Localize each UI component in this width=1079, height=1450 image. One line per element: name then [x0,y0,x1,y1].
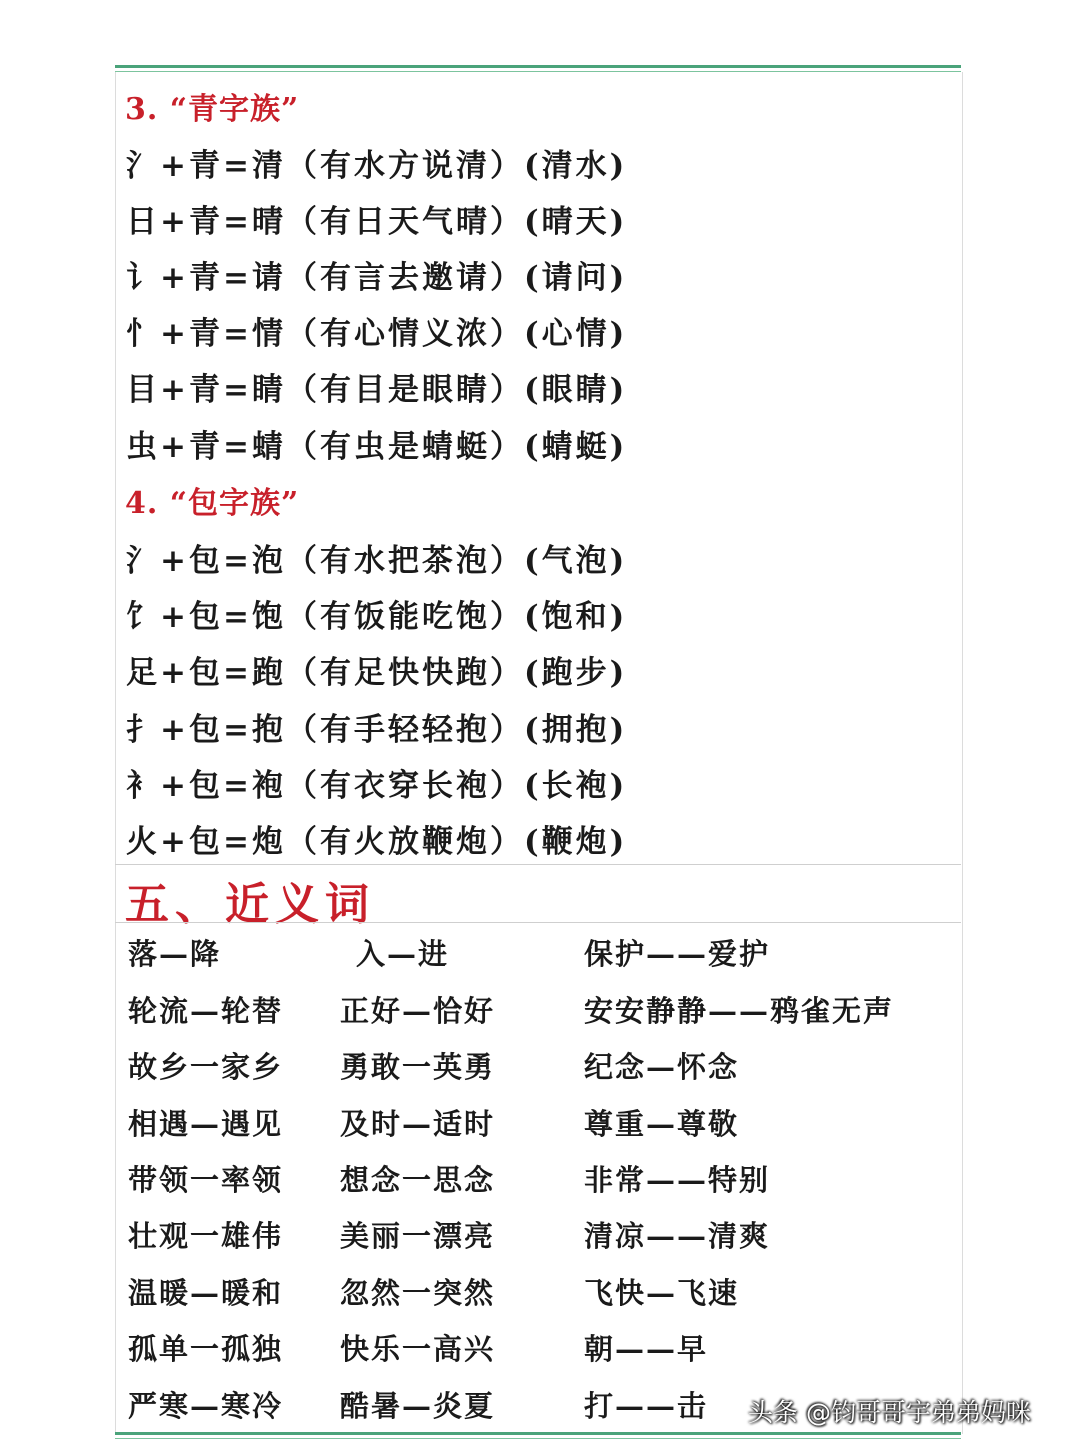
synonym-pair: 落—降 [128,937,222,971]
qing-line-6: 虫+青=蜻（有虫是蜻蜓）(蜻蜓) [126,429,628,465]
qing-line-2: 日+青=晴（有日天气晴）(晴天) [126,204,628,240]
synonym-pair: 美丽一漂亮 [340,1219,496,1253]
bottom-border-line [115,1432,961,1435]
qing-line-3: 讠+青=请（有言去邀请）(请问) [126,260,628,296]
synonym-pair: 温暖—暖和 [128,1276,284,1310]
synonym-pair: 轮流—轮替 [128,994,284,1028]
synonym-pair: 相遇—遇见 [128,1107,284,1141]
synonyms-section-title: 五、近义词 [125,879,375,930]
synonym-pair: 忽然一突然 [340,1276,496,1310]
synonym-pair: 入—进 [356,937,450,971]
top-border-line [115,65,961,68]
synonym-pair: 纪念—怀念 [584,1050,740,1084]
qing-family-heading: 3. “青字族” [125,92,300,127]
synonym-pair: 酷暑—炎夏 [340,1389,496,1423]
synonym-pair: 打——击 [584,1389,709,1423]
bao-line-5: 衤+包=袍（有衣穿长袍）(长袍) [126,768,628,804]
section-divider-bottom [115,922,961,923]
section-divider-top [115,864,961,865]
bao-line-2: 饣+包=饱（有饭能吃饱）(饱和) [126,599,628,635]
bao-line-4: 扌+包=抱（有手轻轻抱）(拥抱) [126,712,628,748]
synonym-pair: 快乐一高兴 [340,1332,496,1366]
bao-line-1: 氵+包=泡（有水把茶泡）(气泡) [126,543,628,579]
synonym-pair: 勇敢一英勇 [340,1050,496,1084]
synonym-pair: 朝——早 [584,1332,709,1366]
watermark-text: 头条 @钧哥哥宇弟弟妈咪 [748,1398,1031,1427]
synonym-pair: 保护——爱护 [584,937,771,971]
synonym-pair: 想念一思念 [340,1163,496,1197]
qing-line-1: 氵+青=清（有水方说清）(清水) [126,148,628,184]
bao-line-3: 足+包=跑（有足快快跑）(跑步) [126,655,628,691]
synonym-pair: 非常——特别 [584,1163,771,1197]
bao-family-heading: 4. “包字族” [125,486,300,521]
bao-line-6: 火+包=炮（有火放鞭炮）(鞭炮) [126,824,628,860]
synonym-pair: 及时—适时 [340,1107,496,1141]
synonym-pair: 孤单一孤独 [128,1332,284,1366]
synonym-pair: 壮观一雄伟 [128,1219,284,1253]
synonym-pair: 飞快—飞速 [584,1276,740,1310]
synonym-pair: 清凉——清爽 [584,1219,771,1253]
bottom-border-line-thin [115,1438,961,1439]
synonym-pair: 尊重—尊敬 [584,1107,740,1141]
synonym-pair: 正好—恰好 [340,994,496,1028]
qing-line-4: 忄+青=情（有心情义浓）(心情) [126,316,628,352]
synonym-pair: 故乡一家乡 [128,1050,284,1084]
qing-line-5: 目+青=睛（有目是眼睛）(眼睛) [126,372,628,408]
synonym-pair: 严寒—寒冷 [128,1389,284,1423]
synonym-pair: 安安静静——鸦雀无声 [584,994,895,1028]
synonym-pair: 带领一率领 [128,1163,284,1197]
